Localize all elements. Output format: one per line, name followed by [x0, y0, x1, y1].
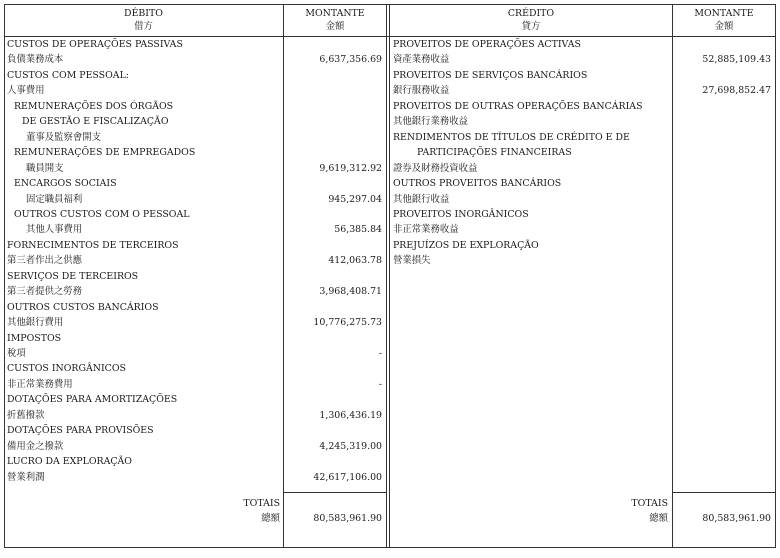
- header-amount-label: MONTANTE: [694, 8, 754, 19]
- credit-row-label: PROVEITOS DE OUTRAS OPERAÇÕES BANCÁRIAS: [393, 100, 643, 112]
- header-credit-label-zh: 貸方: [521, 21, 541, 32]
- debit-row-label: REMUNERAÇÕES DE EMPREGADOS: [14, 147, 196, 159]
- debit-row-label: 董事及監察會開支: [26, 131, 102, 143]
- debit-row-label: 負債業務成本: [7, 54, 64, 66]
- debit-row-label: DE GESTÃO E FISCALIZAÇÃO: [22, 116, 169, 128]
- debit-total-value: 80,583,961.90: [313, 513, 382, 524]
- credit-row-amount: 27,698,852.47: [702, 85, 771, 97]
- debit-row-label: CUSTOS COM PESSOAL:: [7, 69, 129, 81]
- debit-row-amount: 56,385.84: [334, 224, 382, 236]
- debit-amount-col-divider: [283, 4, 284, 548]
- debit-row-label: 其他人事費用: [26, 224, 83, 236]
- credit-row-label: PROVEITOS DE OPERAÇÕES ACTIVAS: [393, 39, 581, 50]
- debit-row-amount: 3,968,408.71: [319, 286, 382, 298]
- credit-row-label: 資產業務收益: [393, 54, 450, 66]
- totals-label: TOTAIS: [243, 498, 280, 509]
- header-credit-label: CRÉDITO: [507, 8, 555, 19]
- header-credit-amount: [673, 7, 775, 33]
- credit-row-label: PROVEITOS INORGÂNICOS: [393, 208, 529, 220]
- debit-row-label: 職員開支: [26, 162, 64, 174]
- totals-label: TOTAIS: [631, 498, 668, 509]
- credit-row-label: 其他銀行收益: [393, 193, 450, 205]
- table-border-right: [775, 4, 776, 548]
- header-amount-label: MONTANTE: [305, 8, 365, 19]
- debit-row-label: 營業利潤: [7, 471, 45, 483]
- debit-row-amount: 10,776,275.73: [313, 317, 382, 329]
- debit-row-amount: 42,617,106.00: [313, 471, 382, 483]
- debit-row-amount: 945,297.04: [328, 193, 382, 205]
- debit-row-label: OUTROS CUSTOS BANCÁRIOS: [7, 301, 159, 313]
- credit-row-label: 其他銀行業務收益: [393, 116, 469, 128]
- debit-row-label: 其他銀行費用: [7, 317, 64, 329]
- debit-row-label: 第三者作出之供應: [7, 255, 83, 267]
- credit-row-label: PROVEITOS DE SERVIÇOS BANCÁRIOS: [393, 69, 588, 81]
- debit-amount-col-divider-right: [386, 4, 387, 548]
- credit-row-label: PREJUÍZOS DE EXPLORAÇÃO: [393, 239, 539, 251]
- debit-row-label: 人事費用: [7, 85, 45, 97]
- header-amount-label-zh: 金額: [714, 21, 734, 32]
- debit-row-label: 固定職員福利: [26, 193, 83, 205]
- debit-row-label: FORNECIMENTOS DE TERCEIROS: [7, 239, 179, 251]
- debit-row-label: CUSTOS DE OPERAÇÕES PASSIVAS: [7, 39, 183, 50]
- debit-totals-label: [184, 496, 280, 526]
- debit-row-label: SERVIÇOS DE TERCEIROS: [7, 270, 139, 282]
- debit-row-label: ENCARGOS SOCIAIS: [14, 178, 117, 190]
- credit-row-label: OUTROS PROVEITOS BANCÁRIOS: [393, 178, 562, 190]
- table-border-left: [4, 4, 5, 548]
- debit-row-amount: 1,306,436.19: [319, 409, 382, 421]
- debit-row-label: DOTAÇÕES PARA AMORTIZAÇÕES: [7, 394, 178, 406]
- debit-row-label: REMUNERAÇÕES DOS ÓRGÃOS: [14, 100, 174, 112]
- debit-row-amount: 4,245,319.00: [319, 440, 382, 452]
- income-statement-table: [4, 4, 776, 548]
- debit-row-label: 稅項: [7, 348, 26, 359]
- credit-row-amount: 52,885,109.43: [702, 54, 771, 66]
- credit-row-label: 證券及財務投資收益: [393, 162, 478, 174]
- debit-row-label: CUSTOS INORGÂNICOS: [7, 363, 126, 375]
- debit-row-amount: 412,063.78: [328, 255, 382, 267]
- credit-row-label: PARTICIPAÇÕES FINANCEIRAS: [417, 147, 572, 159]
- credit-row-label: 營業損失: [393, 255, 431, 267]
- header-debit-label-zh: 借方: [134, 21, 153, 32]
- debit-row-label: 第三者提供之勞務: [7, 286, 83, 298]
- credit-divider-left: [389, 4, 390, 548]
- debit-row-label: 非正常業務費用: [7, 378, 73, 390]
- debit-row-label: 折舊撥款: [7, 409, 45, 421]
- debit-row-amount: 9,619,312.92: [319, 162, 382, 174]
- debit-row-amount: -: [378, 348, 382, 359]
- credit-total-value: 80,583,961.90: [702, 513, 771, 524]
- totals-label-zh: 總額: [261, 513, 280, 524]
- debit-row-label: IMPOSTOS: [7, 332, 62, 344]
- debit-row-amount: -: [378, 378, 382, 390]
- header-debit: [4, 7, 283, 33]
- header-credit: [390, 7, 672, 33]
- credit-row-label: 非正常業務收益: [393, 224, 459, 236]
- credit-row-label: RENDIMENTOS DE TÍTULOS DE CRÉDITO E DE: [393, 131, 630, 143]
- debit-row-label: LUCRO DA EXPLORAÇÃO: [7, 456, 132, 468]
- totals-divider-debit: [283, 492, 387, 493]
- table-border-bottom: [4, 547, 776, 548]
- table-border-top: [4, 4, 776, 5]
- debit-row-label: DOTAÇÕES PARA PROVISÕES: [7, 425, 154, 437]
- header-debit-label: DÉBITO: [124, 8, 163, 19]
- debit-row-amount: 6,637,356.69: [319, 54, 382, 66]
- debit-row-label: OUTROS CUSTOS COM O PESSOAL: [14, 208, 190, 220]
- credit-totals-label: [570, 496, 668, 526]
- header-debit-amount: [284, 7, 386, 33]
- debit-row-label: 備用金之撥款: [7, 440, 64, 452]
- credit-row-label: 銀行服務收益: [393, 85, 450, 97]
- header-amount-label-zh: 金額: [325, 21, 345, 32]
- totals-label-zh: 總額: [649, 513, 668, 524]
- totals-divider-credit: [672, 492, 776, 493]
